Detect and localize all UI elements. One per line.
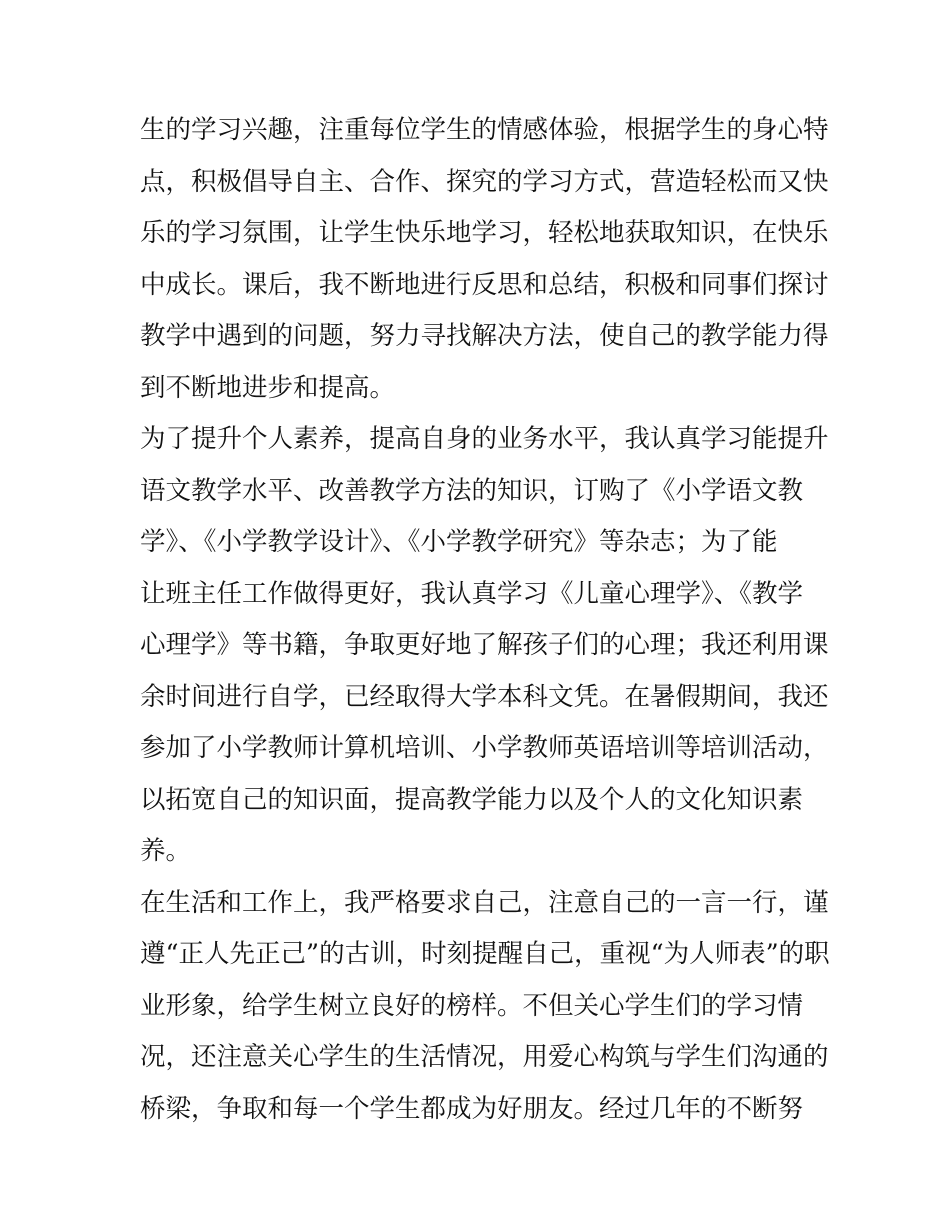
text-line: 生的学习兴趣，注重每位学生的情感体验，根据学生的身心特: [140, 115, 829, 145]
text-line: 到不断地进步和提高。: [140, 372, 396, 403]
text-line: 为了提升个人素养，提高自身的业务水平，我认真学习能提升: [140, 424, 829, 454]
text-line: 中成长。课后，我不断地进行反思和总结，积极和同事们探讨: [140, 269, 829, 300]
text-line: 以拓宽自己的知识面，提高教学能力以及个人的文化知识素: [140, 784, 804, 815]
text-line: 业形象，给学生树立良好的榜样。不但关心学生们的学习情: [140, 990, 804, 1021]
text-line: 桥梁，争取和每一个学生都成为好朋友。经过几年的不断努: [140, 1093, 804, 1124]
text-line: 遵“正人先正己”的古训，时刻提醒自己，重视“为人师表”的职: [140, 939, 830, 969]
paragraph-2: [140, 414, 829, 878]
paragraph-1: [140, 105, 829, 414]
text-line: 点，积极倡导自主、合作、探究的学习方式，营造轻松而又快: [140, 166, 829, 197]
text-line: 教学中遇到的问题，努力寻找解决方法，使自己的教学能力得: [140, 321, 829, 351]
document-body: [140, 105, 830, 1135]
text-line: 参加了小学教师计算机培训、小学教师英语培训等培训活动，: [140, 733, 829, 763]
text-line: 况，还注意关心学生的生活情况，用爱心构筑与学生们沟通的: [140, 1042, 829, 1072]
text-line: 养。: [140, 836, 192, 866]
text-line: 学》、《小学教学设计》、《小学教学研究》等杂志；为了能: [140, 527, 778, 557]
text-line: 语文教学水平、改善教学方法的知识，订购了《小学语文教: [140, 475, 804, 506]
text-line: 心理学》等书籍，争取更好地了解孩子们的心理；我还利用课: [140, 630, 829, 660]
paragraph-3: [140, 878, 830, 1136]
text-line: 余时间进行自学，已经取得大学本科文凭。在暑假期间，我还: [140, 681, 829, 712]
text-line: 乐的学习氛围，让学生快乐地学习，轻松地获取知识，在快乐: [140, 218, 829, 248]
text-line: 让班主任工作做得更好，我认真学习《儿童心理学》、《教学: [140, 578, 804, 609]
text-line: 在生活和工作上，我严格要求自己，注意自己的一言一行，谨: [140, 887, 829, 918]
